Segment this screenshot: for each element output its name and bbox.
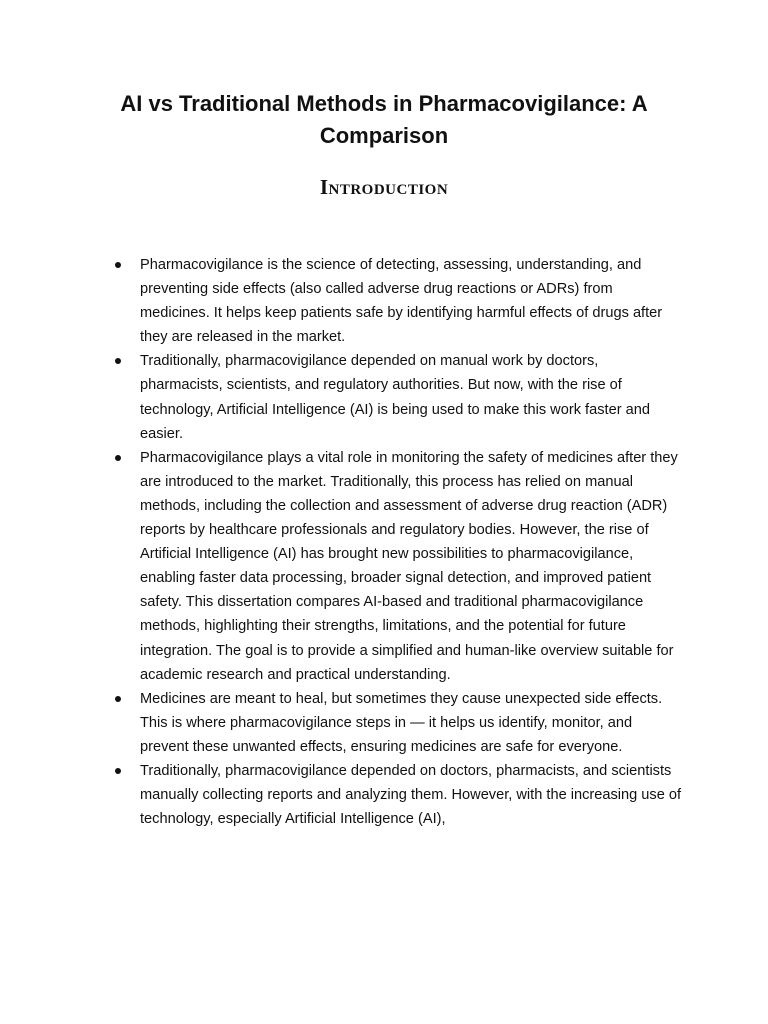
bullet-text: Pharmacovigilance plays a vital role in monitoring the safety of medicines after they are introduced to the market. Traditionally, this process has relied on manual methods, including the collection and assessment of adverse drug reaction (ADR) reports by healthcare professionals and regulatory bodies. However, the rise of Artificial Intelligence (AI) has brought new possibilities to pharmacovigilance, enabling faster data processing, broader signal detection, and improved patient safety. This dissertation compares AI-based and traditional pharmacovigilance methods, highlighting their strengths, limitations, and the potential for future integration. The goal is to provide a simplified and human-like overview suitable for academic research and practical understanding. [140,449,678,683]
section-heading: Introduction [319,175,449,199]
bullet-text: Traditionally, pharmacovigilance depended on doctors, pharmacists, and scientists manually collecting reports and analyzing them. However, with the increasing use of technology, especially Artificial Intelligence (AI), [140,762,682,828]
list-item [112,446,682,687]
bullet-text: Medicines are meant to heal, but sometimes they cause unexpected side effects. This is where pharmacovigilance steps in — it helps us identify, monitor, and prevent these unwanted effects, ensuring medicines are safe for everyone. [140,690,663,755]
list-item [112,253,682,349]
bullet-icon [115,768,121,774]
bullet-icon [115,262,121,268]
list-item [112,759,682,831]
bullet-icon [115,696,121,702]
bullet-list [112,253,682,831]
list-item [112,349,682,445]
bullet-text: Traditionally, pharmacovigilance depended on manual work by doctors, pharmacists, scientists, and regulatory authorities. But now, with the rise of technology, Artificial Intelligence (AI) is being used to make this work faster and easier. [140,353,650,442]
bullet-icon [115,455,121,461]
bullet-icon [115,358,121,364]
document-title: AI vs Traditional Methods in Pharmacovigilance: A Comparison [120,91,648,148]
bullet-text: Pharmacovigilance is the science of detecting, assessing, understanding, and preventing side effects (also called adverse drug reactions or ADRs) from medicines. It helps keep patients safe by identifying harmful effects of drugs after they are released in the market. [140,257,663,346]
list-item [112,687,682,759]
